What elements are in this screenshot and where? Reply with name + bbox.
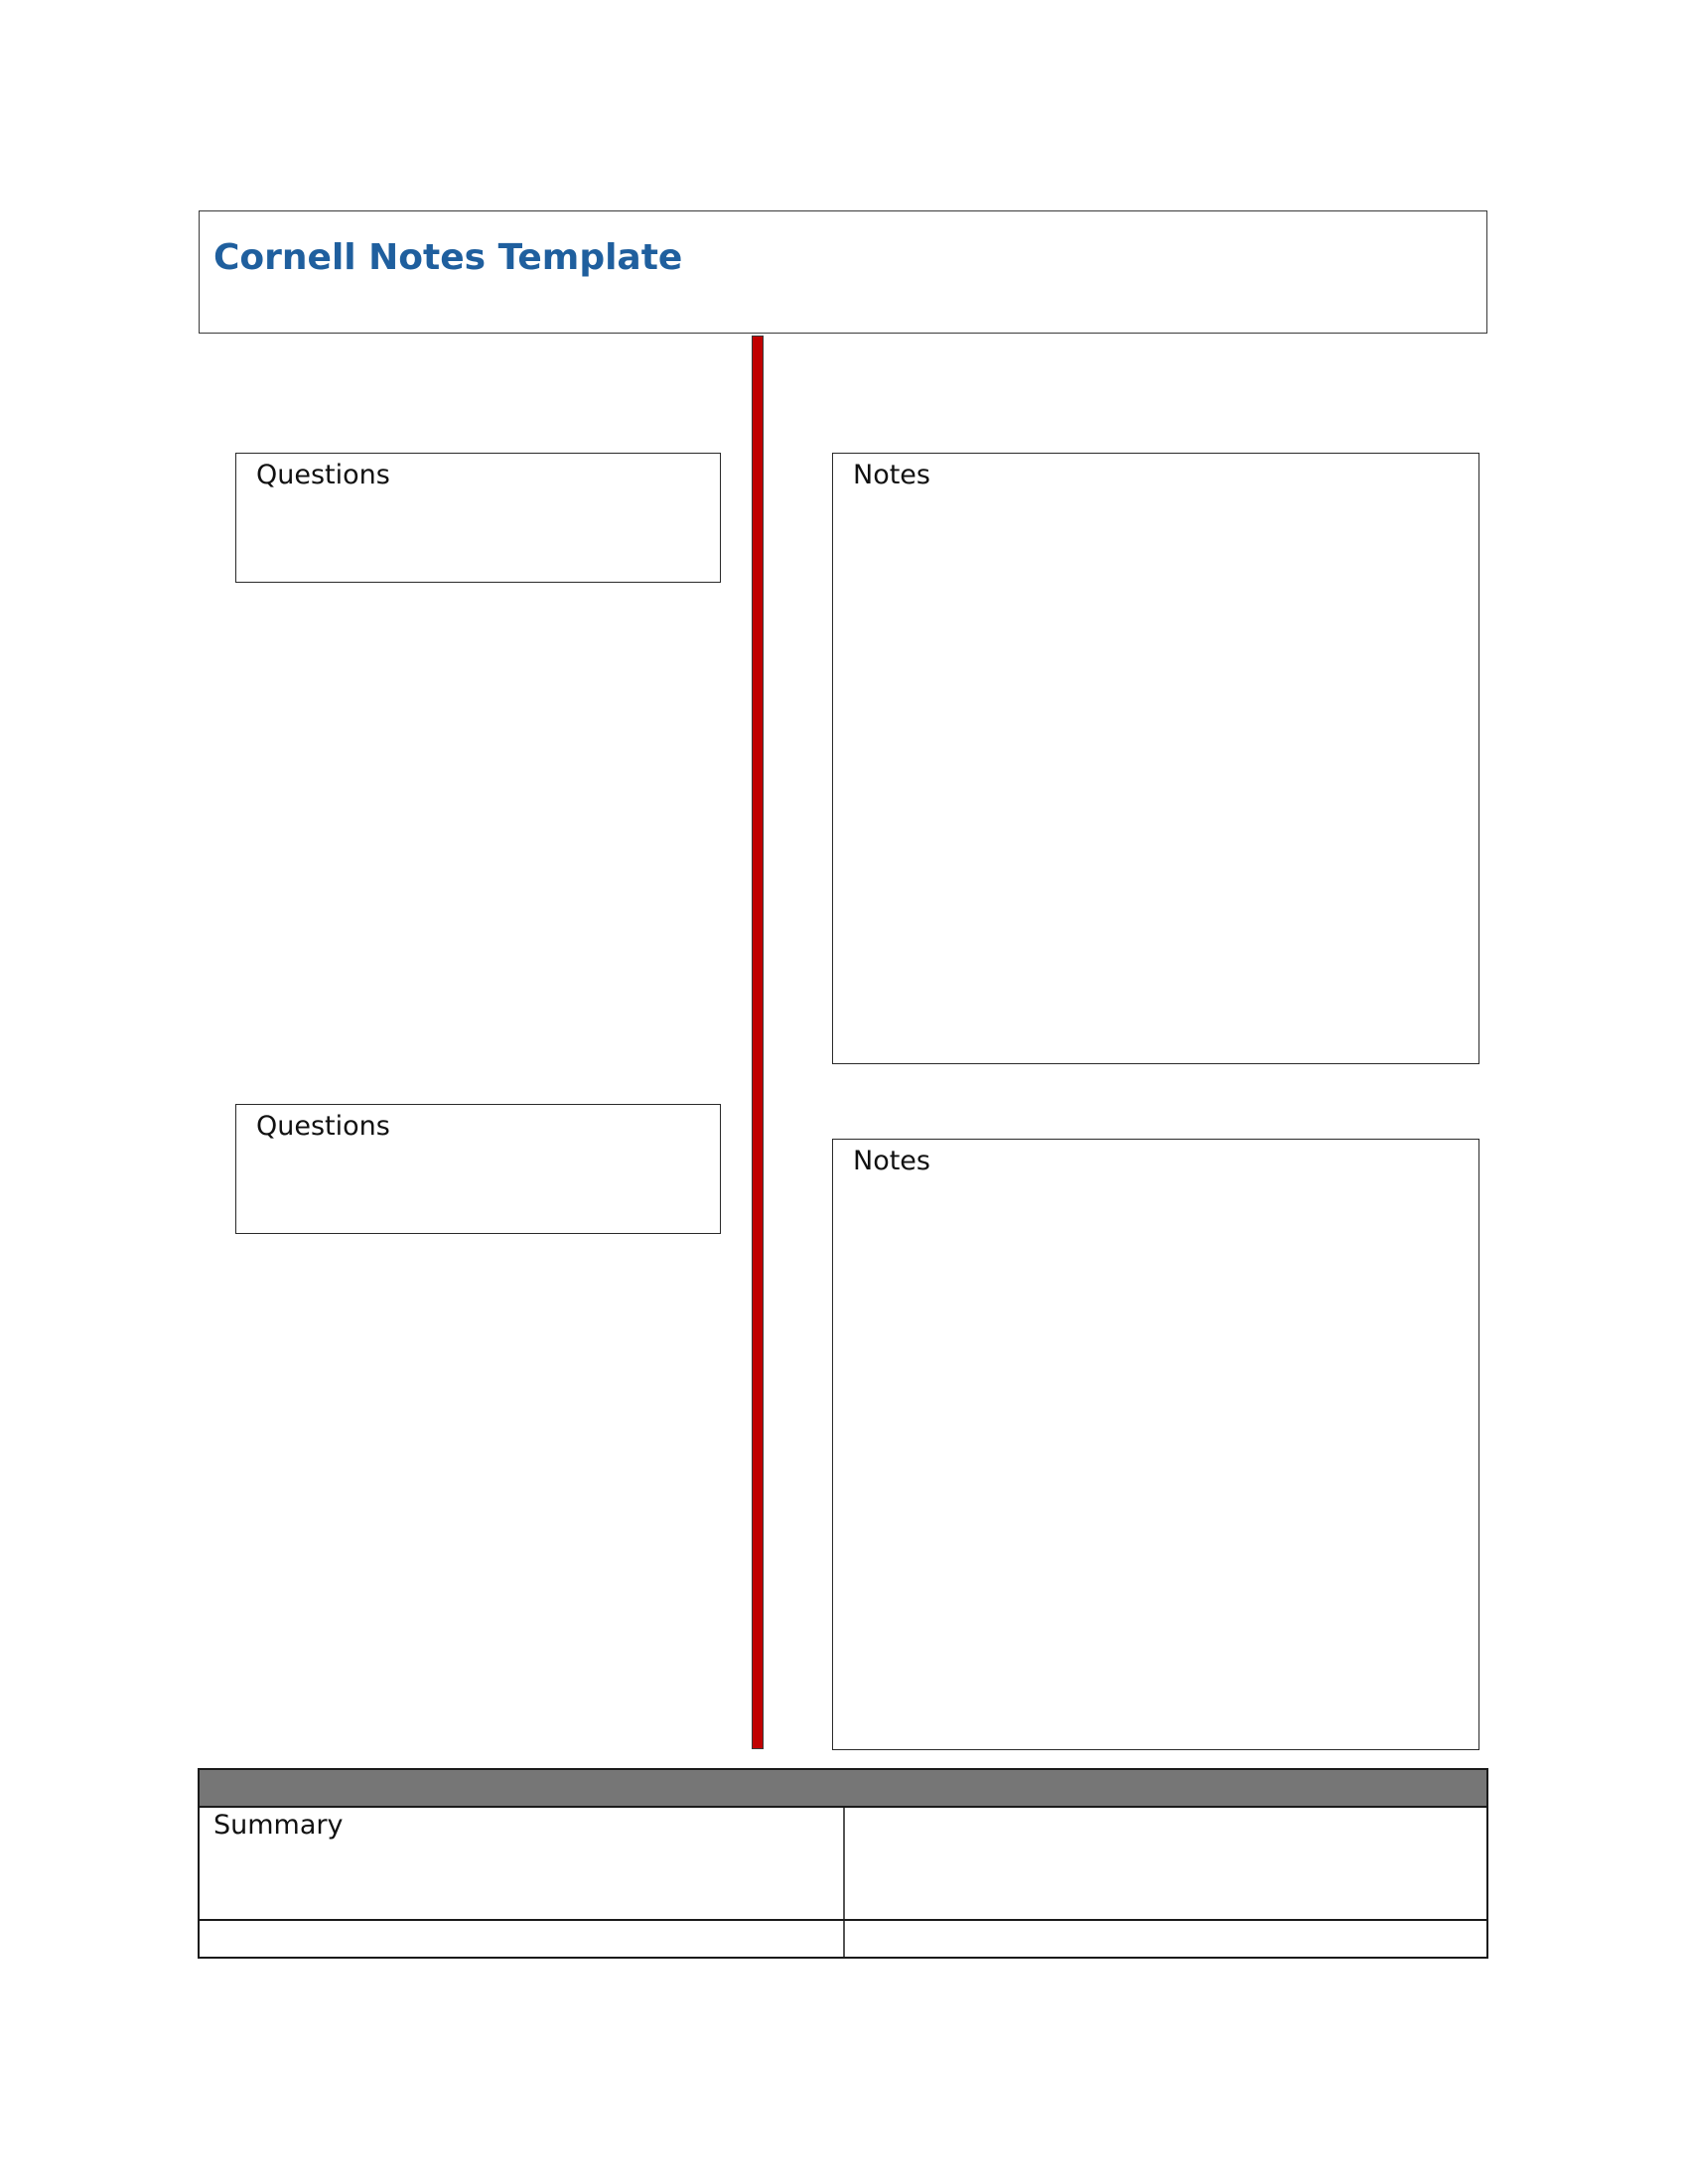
questions-box-2[interactable] xyxy=(235,1104,721,1234)
page-title: Cornell Notes Template xyxy=(213,237,683,278)
summary-cell-bottom-right[interactable] xyxy=(845,1921,1486,1957)
notes-box-1[interactable] xyxy=(832,453,1479,1064)
notes-label: Notes xyxy=(853,460,930,490)
column-divider-line xyxy=(752,336,764,1749)
summary-header-bar xyxy=(200,1770,1486,1808)
title-box xyxy=(199,210,1487,334)
summary-cell-left[interactable] xyxy=(200,1808,843,1919)
questions-label: Questions xyxy=(256,1111,390,1142)
summary-table xyxy=(198,1768,1488,1959)
questions-box-1[interactable] xyxy=(235,453,721,583)
questions-label: Questions xyxy=(256,460,390,490)
summary-label: Summary xyxy=(213,1810,344,1841)
summary-cell-bottom-left[interactable] xyxy=(200,1921,843,1957)
notes-box-2[interactable] xyxy=(832,1139,1479,1750)
summary-cell-right[interactable] xyxy=(845,1808,1486,1919)
notes-label: Notes xyxy=(853,1146,930,1176)
